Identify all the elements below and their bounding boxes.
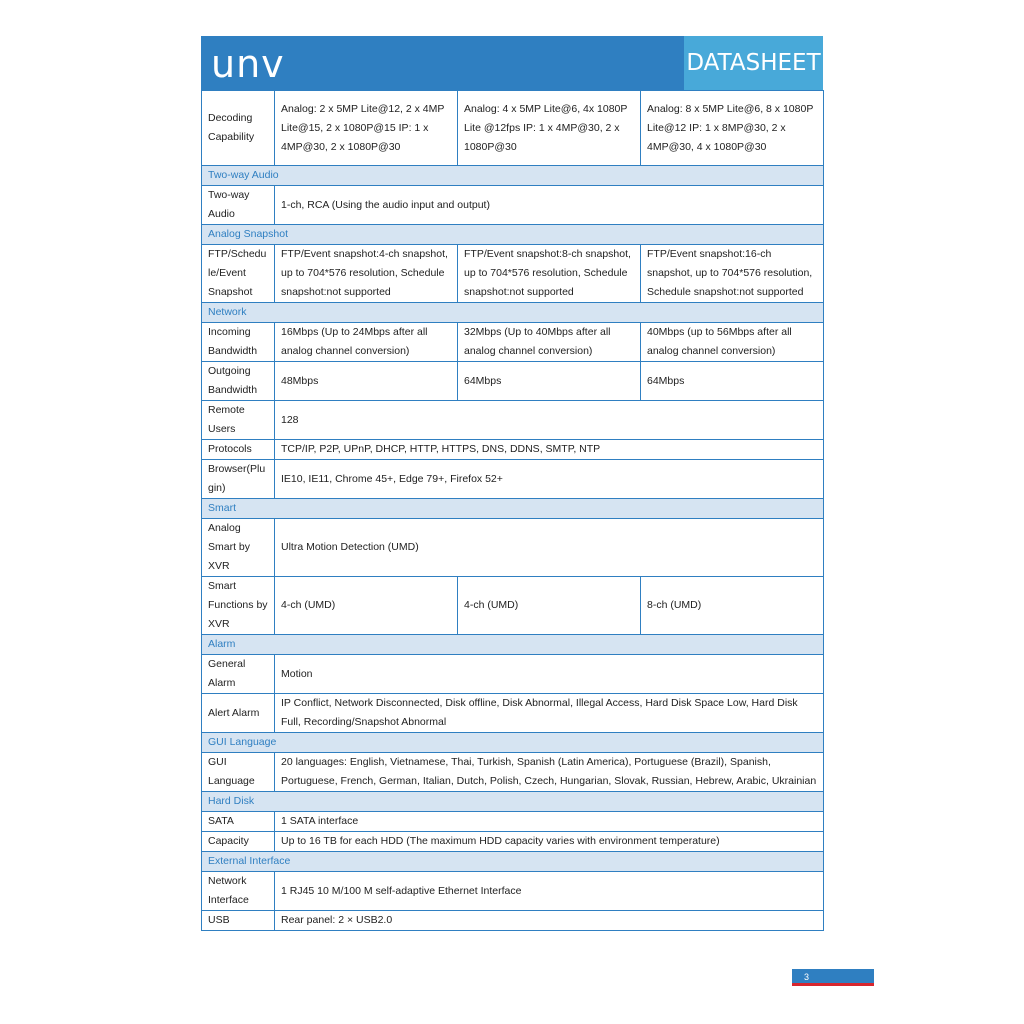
cell: 16Mbps (Up to 24Mbps after all analog channel conversion) — [275, 323, 458, 362]
row-label: Browser(Plugin) — [202, 460, 275, 499]
table-row — [202, 245, 824, 303]
cell: Motion — [275, 655, 824, 694]
cell: 64Mbps — [458, 362, 641, 401]
table-row — [202, 401, 824, 440]
section-header — [202, 225, 824, 245]
table-row — [202, 812, 824, 832]
section-title: Alarm — [202, 635, 824, 655]
cell: 128 — [275, 401, 824, 440]
cell: 1 SATA interface — [275, 812, 824, 832]
section-title: Hard Disk — [202, 792, 824, 812]
datasheet-title: DATASHEET — [684, 36, 823, 90]
cell: TCP/IP, P2P, UPnP, DHCP, HTTP, HTTPS, DNS, DDNS, SMTP, NTP — [275, 440, 824, 460]
cell: FTP/Event snapshot:8-ch snapshot, up to 704*576 resolution, Schedule snapshot:not supported — [458, 245, 641, 303]
section-title: Network — [202, 303, 824, 323]
row-label: Protocols — [202, 440, 275, 460]
row-label: Decoding Capability — [202, 91, 275, 166]
cell: 32Mbps (Up to 40Mbps after all analog channel conversion) — [458, 323, 641, 362]
section-header — [202, 166, 824, 186]
section-title: Two-way Audio — [202, 166, 824, 186]
row-label: Network Interface — [202, 872, 275, 911]
table-row — [202, 832, 824, 852]
table-row — [202, 753, 824, 792]
table-row — [202, 694, 824, 733]
cell: 8-ch (UMD) — [641, 577, 824, 635]
section-header — [202, 852, 824, 872]
row-label: USB — [202, 911, 275, 931]
cell: 64Mbps — [641, 362, 824, 401]
table-row — [202, 460, 824, 499]
cell: Analog: 8 x 5MP Lite@6, 8 x 1080P Lite@12 IP: 1 x 8MP@30, 2 x 4MP@30, 4 x 1080P@30 — [641, 91, 824, 166]
unv-logo: unv — [211, 42, 285, 86]
table-row — [202, 186, 824, 225]
section-header — [202, 733, 824, 753]
table-row — [202, 362, 824, 401]
cell: Analog: 2 x 5MP Lite@12, 2 x 4MP Lite@15, 2 x 1080P@15 IP: 1 x 4MP@30, 2 x 1080P@30 — [275, 91, 458, 166]
row-label: Smart Functions by XVR — [202, 577, 275, 635]
row-label: Alert Alarm — [202, 694, 275, 733]
cell: 1 RJ45 10 M/100 M self-adaptive Ethernet Interface — [275, 872, 824, 911]
section-header — [202, 499, 824, 519]
table-row — [202, 655, 824, 694]
section-title: Smart — [202, 499, 824, 519]
section-title: GUI Language — [202, 733, 824, 753]
section-header — [202, 792, 824, 812]
cell: 40Mbps (up to 56Mbps after all analog channel conversion) — [641, 323, 824, 362]
page-number: 3 — [792, 969, 874, 986]
cell: 20 languages: English, Vietnamese, Thai, Turkish, Spanish (Latin America), Portuguese (Brazil), Spanish, Portuguese, French, German, Italian, Dutch, Polish, Czech, Hungarian, Slovak, Russian, Hebrew, Arabic, Ukrainian — [275, 753, 824, 792]
table-row — [202, 519, 824, 577]
cell: Analog: 4 x 5MP Lite@6, 4x 1080P Lite @12fps IP: 1 x 4MP@30, 2 x 1080P@30 — [458, 91, 641, 166]
row-label: Two-way Audio — [202, 186, 275, 225]
row-label: Outgoing Bandwidth — [202, 362, 275, 401]
row-label: Incoming Bandwidth — [202, 323, 275, 362]
datasheet-page — [201, 36, 823, 931]
row-label: Analog Smart by XVR — [202, 519, 275, 577]
section-title: External Interface — [202, 852, 824, 872]
row-label: Capacity — [202, 832, 275, 852]
cell: IE10, IE11, Chrome 45+, Edge 79+, Firefox 52+ — [275, 460, 824, 499]
row-label: Remote Users — [202, 401, 275, 440]
cell: Ultra Motion Detection (UMD) — [275, 519, 824, 577]
spec-table — [201, 90, 824, 931]
cell: Up to 16 TB for each HDD (The maximum HDD capacity varies with environment temperature) — [275, 832, 824, 852]
section-header — [202, 635, 824, 655]
section-header — [202, 303, 824, 323]
table-row — [202, 872, 824, 911]
cell: 1-ch, RCA (Using the audio input and output) — [275, 186, 824, 225]
row-label: FTP/Schedule/Event Snapshot — [202, 245, 275, 303]
cell: Rear panel: 2 × USB2.0 — [275, 911, 824, 931]
table-row — [202, 440, 824, 460]
table-row — [202, 323, 824, 362]
row-label: SATA — [202, 812, 275, 832]
row-label: GUI Language — [202, 753, 275, 792]
cell: 4-ch (UMD) — [275, 577, 458, 635]
table-row — [202, 91, 824, 166]
section-title: Analog Snapshot — [202, 225, 824, 245]
cell: FTP/Event snapshot:16-ch snapshot, up to 704*576 resolution, Schedule snapshot:not supported — [641, 245, 824, 303]
table-row — [202, 577, 824, 635]
row-label: General Alarm — [202, 655, 275, 694]
cell: 4-ch (UMD) — [458, 577, 641, 635]
table-row — [202, 911, 824, 931]
header-bar — [201, 36, 823, 90]
cell: 48Mbps — [275, 362, 458, 401]
cell: FTP/Event snapshot:4-ch snapshot, up to 704*576 resolution, Schedule snapshot:not supported — [275, 245, 458, 303]
cell: IP Conflict, Network Disconnected, Disk offline, Disk Abnormal, Illegal Access, Hard Disk Space Low, Hard Disk Full, Recording/Snapshot Abnormal — [275, 694, 824, 733]
